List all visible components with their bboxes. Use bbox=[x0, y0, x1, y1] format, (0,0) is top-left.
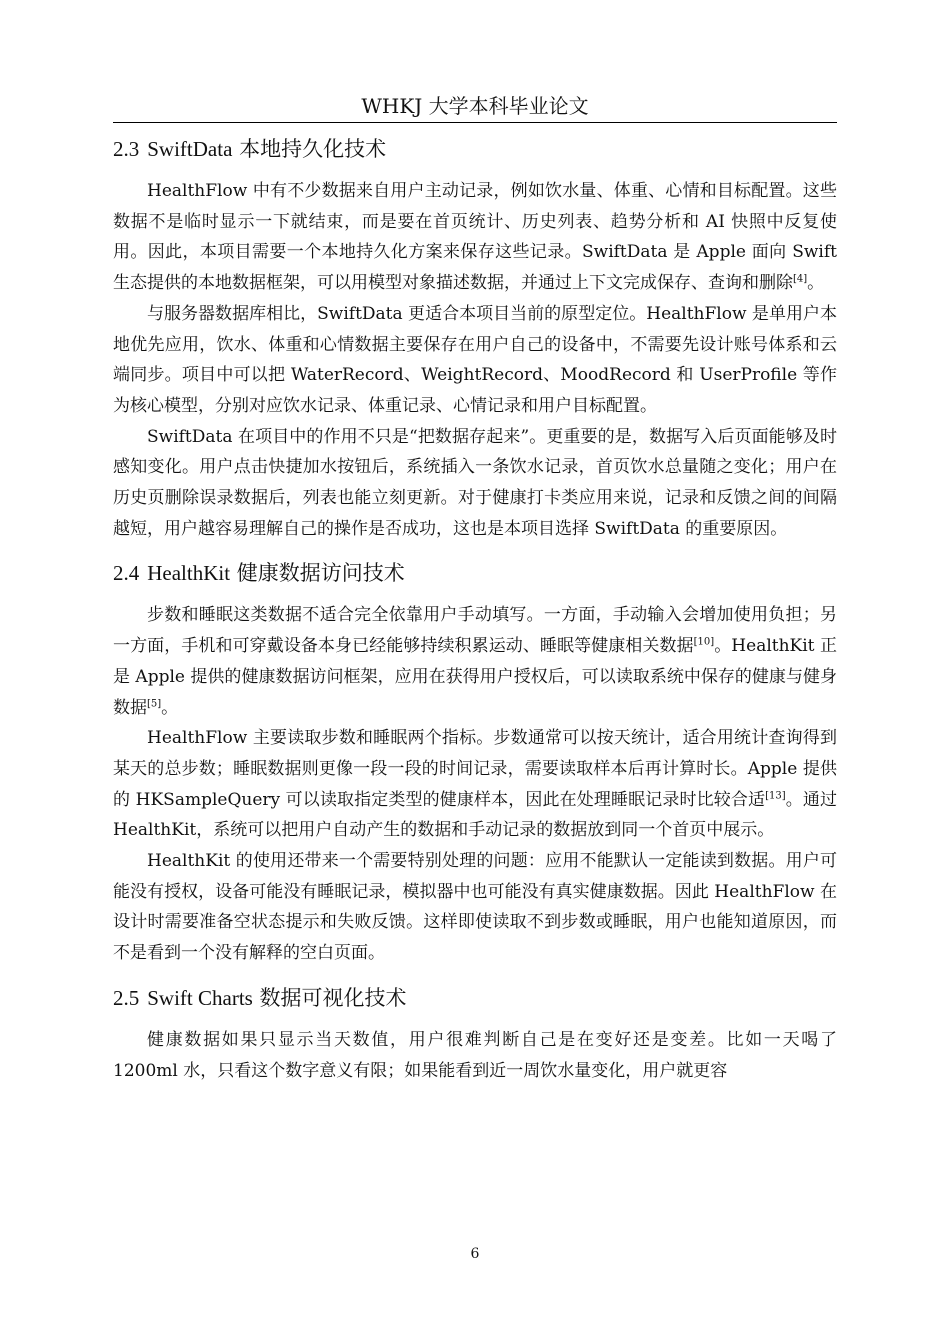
citation-marker: [13] bbox=[765, 790, 786, 801]
body-paragraph bbox=[113, 1025, 837, 1086]
citation-marker: [4] bbox=[793, 273, 808, 285]
section-title-en: SwiftData bbox=[147, 137, 233, 161]
paragraph-text: 与服务器数据库相比，SwiftData 更适合本项目当前的原型定位。HealthFlow 是单用户本地优先应用，饮水、体重和心情数据主要保存在用户自己的设备中，不需要先设计账号体系和云端同步。项目中可以把 WaterRecord、WeightRecord、MoodRecord 和 UserProfile 等作为核心模型，分别对应饮水记录、体重记录、心情记录和用户目标配置。 bbox=[113, 303, 837, 416]
body-paragraph bbox=[113, 846, 837, 969]
paragraph-text: 。 bbox=[161, 697, 179, 718]
body-paragraph bbox=[113, 422, 837, 545]
section-heading bbox=[113, 132, 837, 166]
citation-marker: [10] bbox=[693, 636, 715, 648]
section-number: 2.5 bbox=[113, 985, 140, 1010]
section-number: 2.3 bbox=[113, 137, 140, 161]
section-heading bbox=[113, 981, 837, 1015]
body-content bbox=[113, 132, 837, 1086]
section-title-zh: 数据可视化技术 bbox=[252, 985, 407, 1010]
section-title-zh: 健康数据访问技术 bbox=[230, 561, 405, 586]
paragraph-text: 健康数据如果只显示当天数值，用户很难判断自己是在变好还是变差。比如一天喝了 1200ml 水，只看这个数字意义有限；如果能看到近一周饮水量变化，用户就更容 bbox=[113, 1029, 837, 1081]
paragraph-text: HealthKit 的使用还带来一个需要特别处理的问题：应用不能默认一定能读到数据。用户可能没有授权，设备可能没有睡眠记录，模拟器中也可能没有真实健康数据。因此 HealthFlow 在设计时需要准备空状态提示和失败反馈。这样即使读取不到步数或睡眠，用户也能知道原因，而不是看到一个没有解释的空白页面。 bbox=[113, 851, 837, 964]
section-number: 2.4 bbox=[113, 561, 140, 586]
body-paragraph bbox=[113, 299, 837, 422]
paragraph-text: 步数和睡眠这类数据不适合完全依靠用户手动填写。一方面，手动输入会增加使用负担；另一方面，手机和可穿戴设备本身已经能够持续积累运动、睡眠等健康相关数据 bbox=[113, 605, 837, 657]
paragraph-text: 。通过 HealthKit，系统可以把用户自动产生的数据和手动记录的数据放到同一个首页中展示。 bbox=[113, 789, 837, 841]
section-title-zh: 本地持久化技术 bbox=[232, 137, 387, 161]
paragraph-text: SwiftData 在项目中的作用不只是“把数据存起来”。更重要的是，数据写入后页面能够及时感知变化。用户点击快捷加水按钮后，系统插入一条饮水记录，首页饮水总量随之变化；用户在历史页删除误录数据后，列表也能立刻更新。对于健康打卡类应用来说，记录和反馈之间的间隔越短，用户越容易理解自己的操作是否成功，这也是本项目选择 SwiftData 的重要原因。 bbox=[113, 426, 837, 539]
body-paragraph bbox=[113, 600, 837, 723]
section-title-en: HealthKit bbox=[147, 561, 231, 586]
body-paragraph bbox=[113, 176, 837, 299]
section-title-en: Swift Charts bbox=[147, 985, 253, 1010]
paragraph-text: 。HealthKit 正是 Apple 提供的健康数据访问框架，应用在获得用户授权后，可以读取系统中保存的健康与健身数据 bbox=[113, 636, 837, 718]
paragraph-text: HealthFlow 主要读取步数和睡眠两个指标。步数通常可以按天统计，适合用统计查询得到某天的总步数；睡眠数据则更像一段一段的时间记录，需要读取样本后再计算时长。Apple 提供的 HKSampleQuery 可以读取指定类型的健康样本，因此在处理睡眠记录时比较合适 bbox=[113, 728, 837, 810]
header-rule bbox=[113, 122, 837, 123]
paragraph-text: HealthFlow 中有不少数据来自用户主动记录，例如饮水量、体重、心情和目标配置。这些数据不是临时显示一下就结束，而是要在首页统计、历史列表、趋势分析和 AI 快照中反复使用。因此，本项目需要一个本地持久化方案来保存这些记录。SwiftData 是 Apple 面向 Swift 生态提供的本地数据框架，可以用模型对象描述数据，并通过上下文完成保存、查询和删除 bbox=[113, 181, 837, 294]
citation-marker: [5] bbox=[147, 697, 162, 709]
page-number: 6 bbox=[470, 1246, 480, 1262]
paragraph-text: 。 bbox=[807, 273, 825, 294]
body-paragraph bbox=[113, 723, 837, 846]
section-heading bbox=[113, 556, 837, 590]
running-header: WHKJ 大学本科毕业论文 bbox=[361, 94, 589, 118]
